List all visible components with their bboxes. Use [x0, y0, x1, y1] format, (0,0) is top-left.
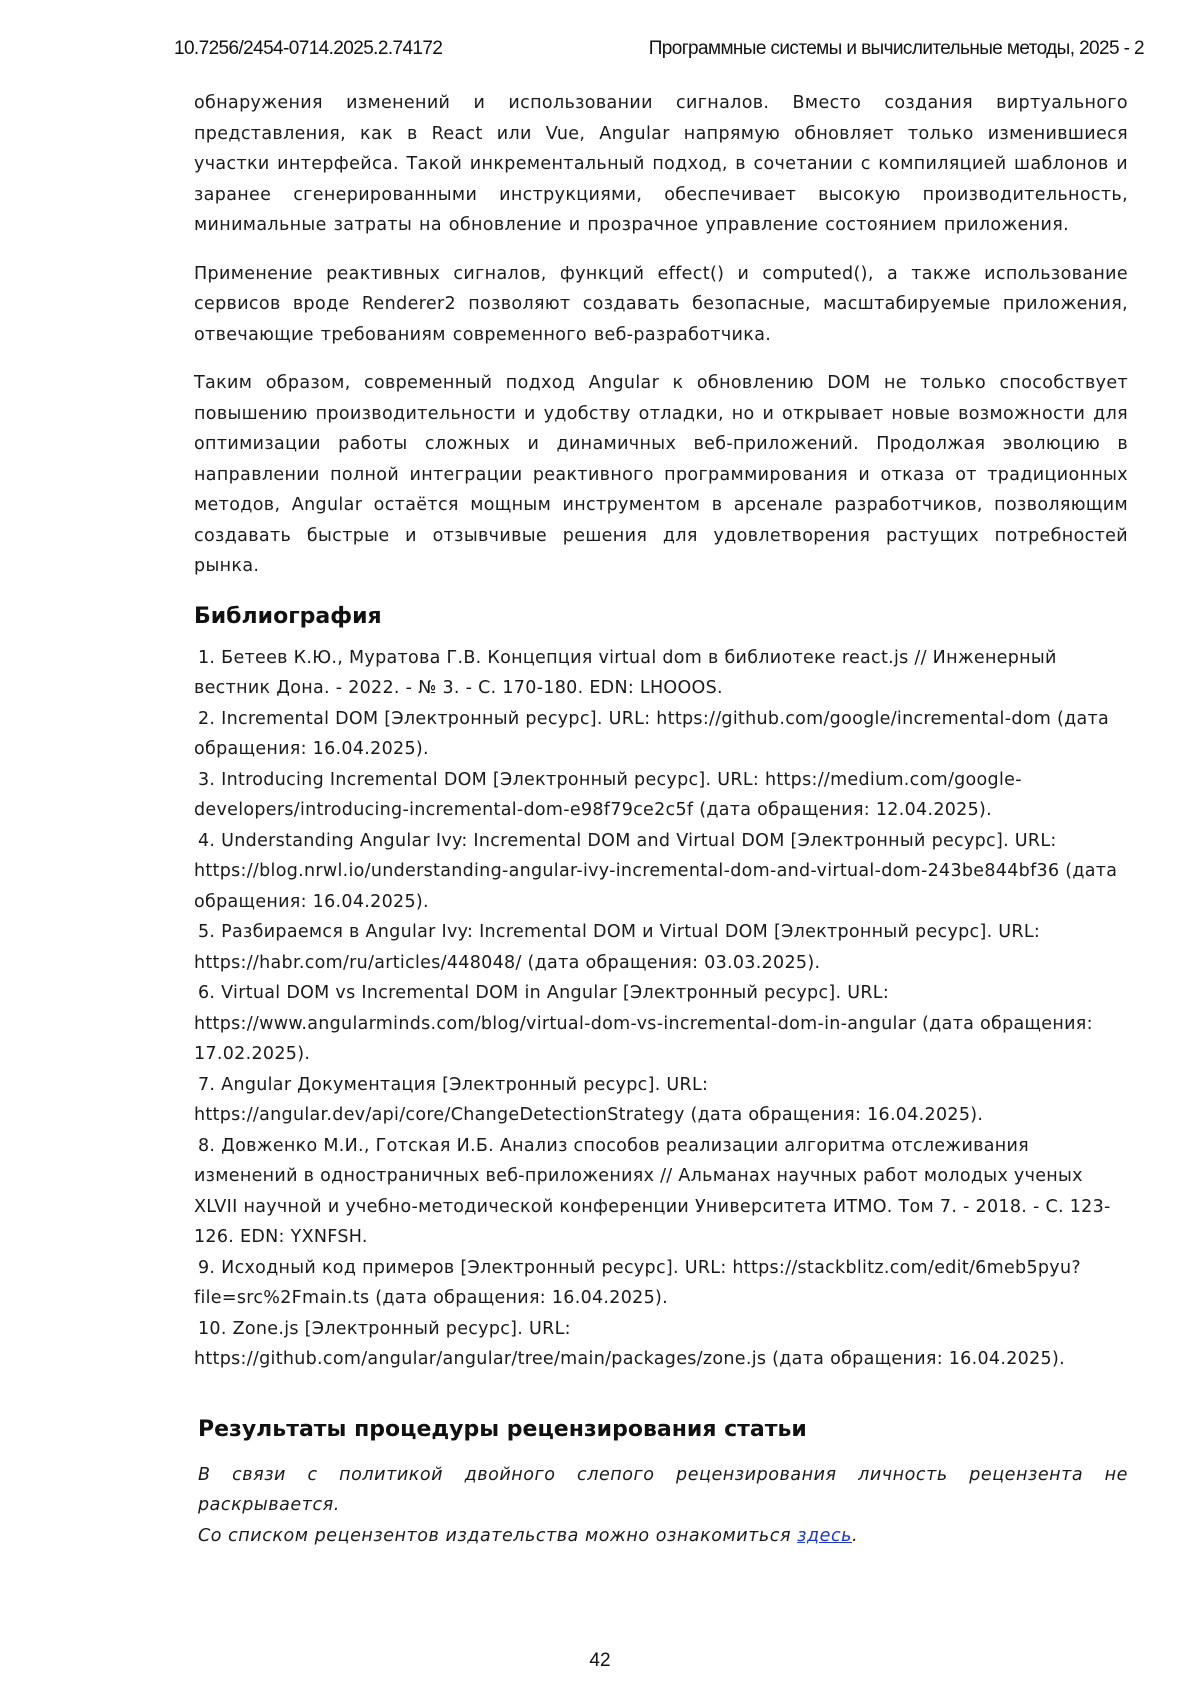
page-content: [194, 88, 1128, 1551]
reference-number: 3.: [198, 769, 216, 790]
reference-text: Довженко М.И., Готская И.Б. Анализ способов реализации алгоритма отслеживания изменений в одностраничных веб-приложениях // Альманах научных работ молодых ученых XLVII научной и учебно-методической конференции Университета ИТМО. Том 7. - 2018. - С. 123-126. EDN: YXNFSH.: [194, 1135, 1111, 1247]
reference-item: [194, 704, 1128, 765]
paragraph: Таким образом, современный подход Angular к обновлению DOM не только способствует повышению производительности и удобству отладки, но и открывает новые возможности для оптимизации работы сложных и динамичных веб-приложений. Продолжая эволюцию в направлении полной интеграции реактивного программирования и отказа от традиционных методов, Angular остаётся мощным инструментом в арсенале разработчиков, позволяющим создавать быстрые и отзывчивые решения для удовлетворения растущих потребностей рынка.: [194, 373, 1128, 576]
reference-text: Разбираемся в Angular Ivy: Incremental DOM и Virtual DOM [Электронный ресурс]. URL: https://habr.com/ru/articles/448048/ (дата обращения: 03.03.2025).: [194, 922, 1041, 973]
reference-item: [194, 765, 1128, 826]
running-head: [174, 38, 1144, 62]
reference-text: Understanding Angular Ivy: Incremental DOM and Virtual DOM [Электронный ресурс]. URL: https://blog.nrwl.io/understanding-angular-ivy-incremental-dom-and-virtual-dom-243be844bf36 (дата обращения: 16.04.2025).: [194, 830, 1118, 912]
reference-number: 6.: [198, 983, 216, 1003]
reference-number: 8.: [198, 1135, 216, 1156]
reference-item: [194, 1131, 1128, 1253]
reference-number: 2.: [198, 708, 216, 729]
reference-number: 5.: [198, 922, 216, 942]
reference-number: 7.: [198, 1074, 216, 1095]
reference-number: 4.: [198, 830, 216, 851]
reviewers-note-end: .: [852, 1525, 859, 1546]
review-anonymity-note: В связи с политикой двойного слепого рецензирования личность рецензента не раскрывается.: [198, 1464, 1128, 1515]
reviewers-list-link[interactable]: здесь: [797, 1525, 852, 1546]
bibliography-list: [194, 643, 1128, 1375]
page-number: 42: [589, 1650, 611, 1671]
reference-text: Introducing Incremental DOM [Электронный ресурс]. URL: https://medium.com/google-developers/introducing-incremental-dom-e98f79ce2c5f (дата обращения: 12.04.2025).: [194, 769, 1022, 820]
reference-item: [194, 826, 1128, 918]
paragraph: обнаружения изменений и использовании сигналов. Вместо создания виртуального представления, как в React или Vue, Angular напрямую обновляет только изменившиеся участки интерфейса. Такой инкрементальный подход, в сочетании с компиляцией шаблонов и заранее сгенерированными инструкциями, обеспечивает высокую производительность, минимальные затраты на обновление и прозрачное управление состоянием приложения.: [194, 93, 1128, 235]
reference-item: [194, 643, 1128, 704]
reference-text: Angular Документация [Электронный ресурс]. URL: https://angular.dev/api/core/ChangeDetectionStrategy (дата обращения: 16.04.2025).: [194, 1074, 984, 1125]
reference-text: Исходный код примеров [Электронный ресурс]. URL: https://stackblitz.com/edit/6meb5pyu?file=src%2Fmain.ts (дата обращения: 16.04.2025).: [194, 1257, 1081, 1308]
reference-number: 9.: [198, 1257, 216, 1278]
reference-text: Virtual DOM vs Incremental DOM in Angular [Электронный ресурс]. URL: https://www.angularminds.com/blog/virtual-dom-vs-incremental-dom-in-angular (дата обращения: 17.02.2025).: [194, 983, 1093, 1064]
reference-text: Бетеев К.Ю., Муратова Г.В. Концепция virtual dom в библиотеке react.js // Инженерный вестник Дона. - 2022. - № 3. - С. 170-180. EDN: LHOOOS.: [194, 647, 1057, 698]
paragraph: Применение реактивных сигналов, функций effect() и computed(), а также использование сервисов вроде Renderer2 позволяют создавать безопасные, масштабируемые приложения, отвечающие требованиям современного веб-разработчика.: [194, 263, 1128, 345]
reference-item: [194, 1253, 1128, 1314]
reviewers-note-text: Со списком рецензентов издательства можно ознакомиться: [198, 1525, 798, 1546]
reference-item: [194, 917, 1128, 978]
reference-text: Zone.js [Электронный ресурс]. URL: https://github.com/angular/angular/tree/main/packages/zone.js (дата обращения: 16.04.2025).: [194, 1318, 1065, 1369]
reference-number: 1.: [198, 647, 216, 668]
reference-number: 10.: [198, 1318, 227, 1339]
review-section: [194, 1417, 1128, 1552]
reference-text: Incremental DOM [Электронный ресурс]. URL: https://github.com/google/incremental-dom (дата обращения: 16.04.2025).: [194, 708, 1110, 759]
reference-item: [194, 1314, 1128, 1375]
doi: 10.7256/2454-0714.2025.2.74172: [174, 38, 443, 59]
bibliography-heading: Библиография: [194, 603, 382, 629]
review-heading: Результаты процедуры рецензирования статьи: [198, 1416, 807, 1442]
reference-item: [194, 1070, 1128, 1131]
reviewers-list-note: [194, 1521, 1128, 1552]
reference-item: [194, 978, 1128, 1070]
journal-title: Программные системы и вычислительные методы, 2025 - 2: [648, 38, 1144, 59]
